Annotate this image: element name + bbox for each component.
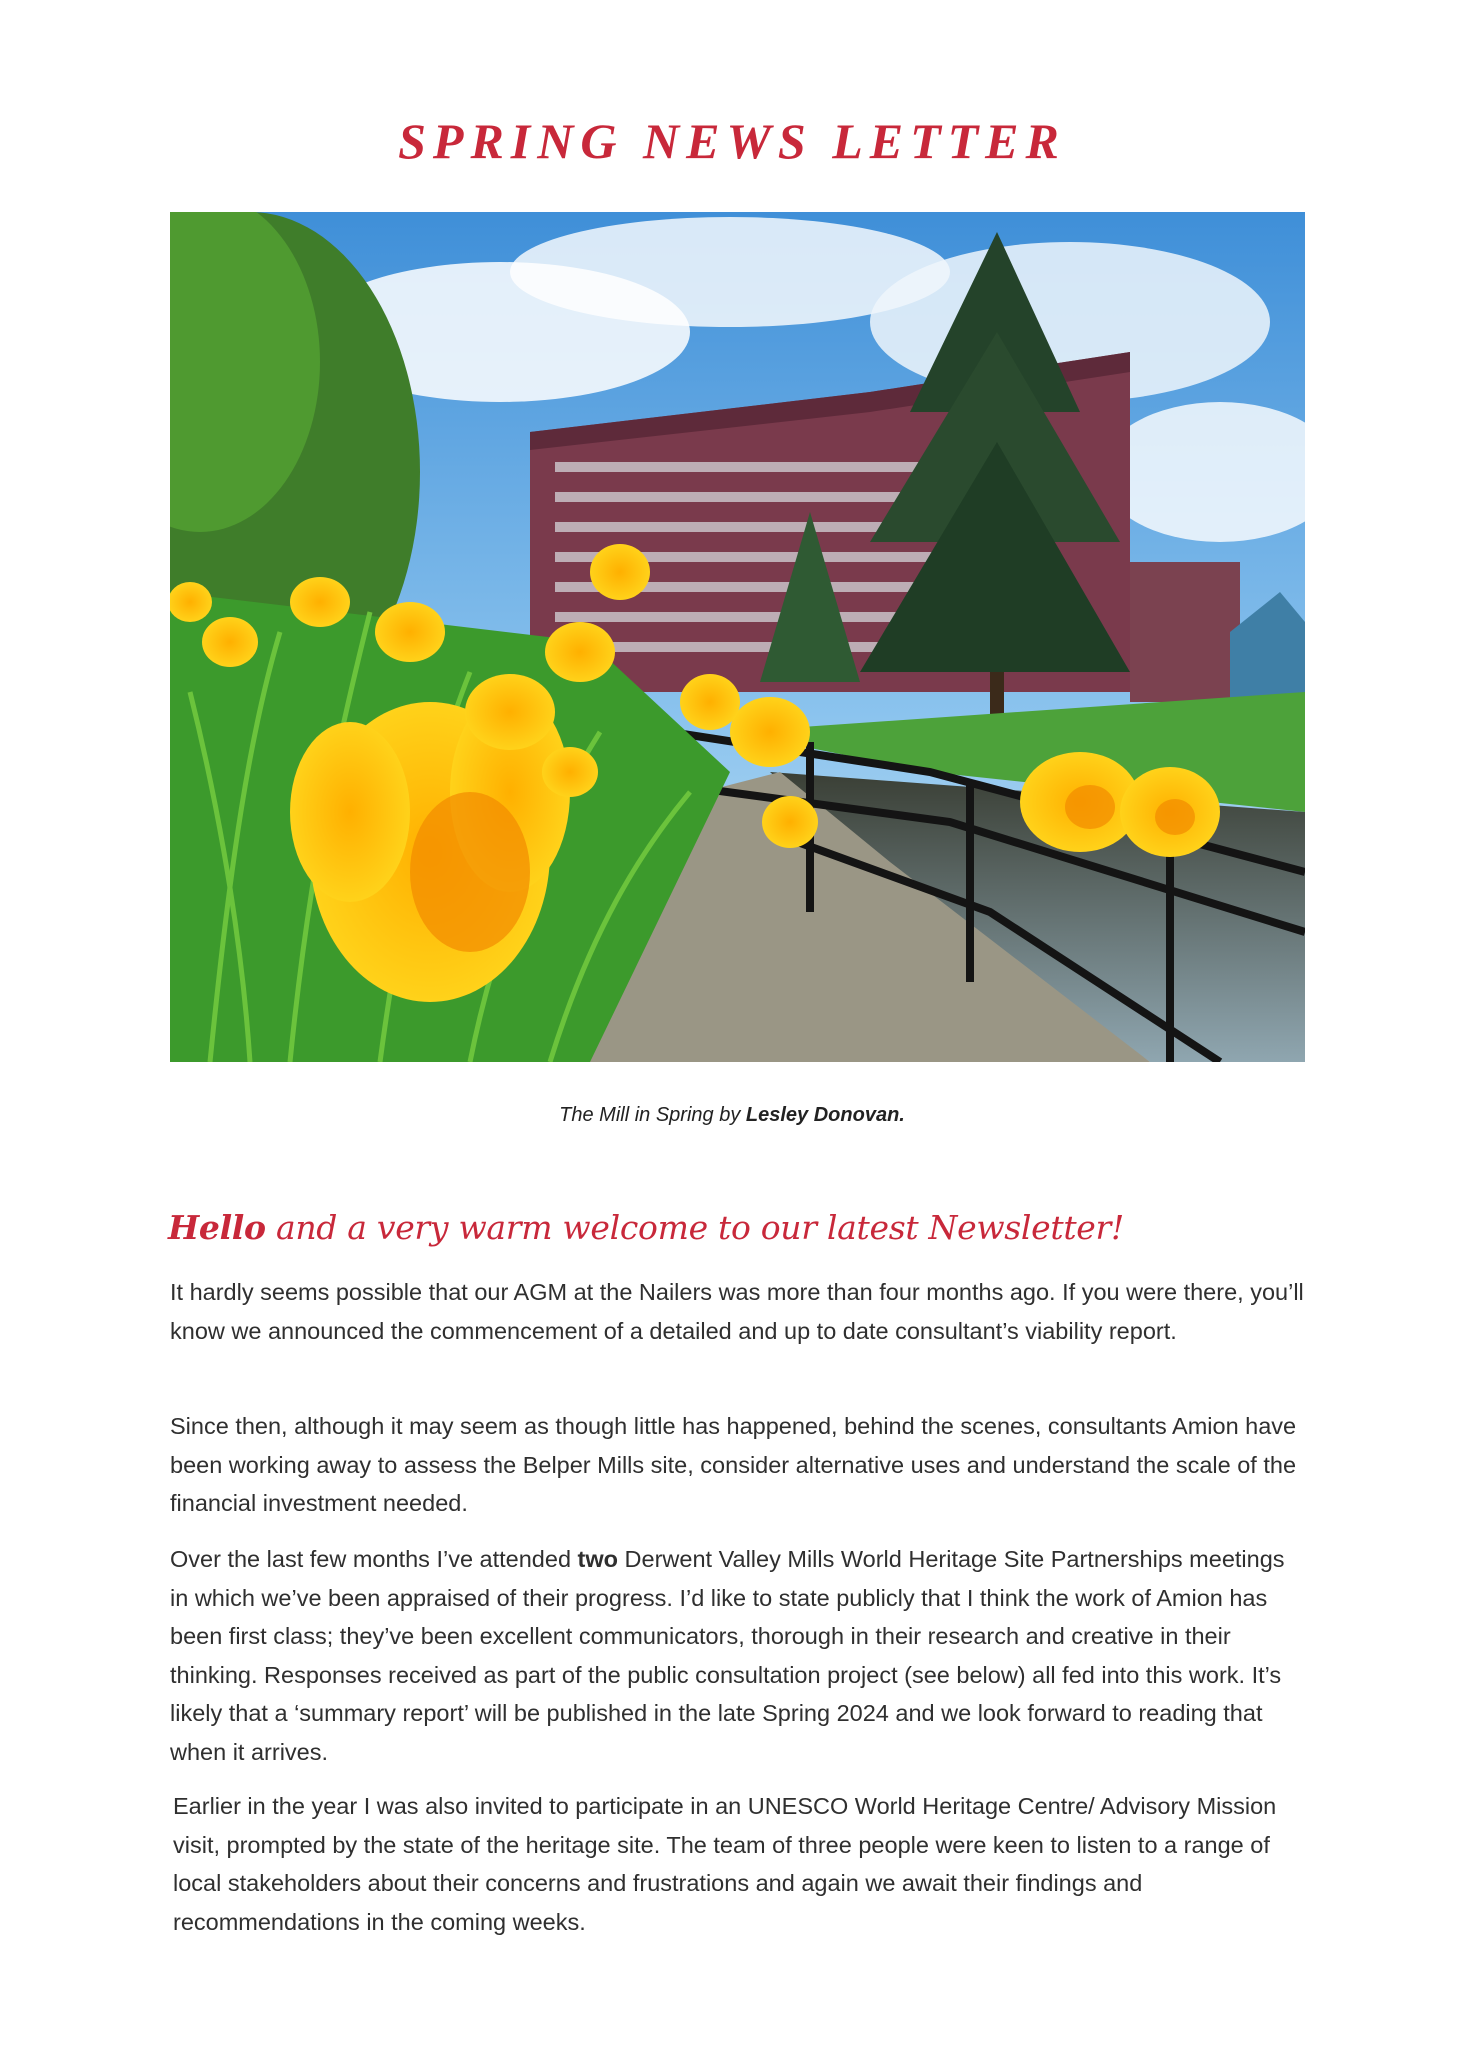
photo-caption bbox=[0, 1104, 1464, 1127]
heading-hello: Hello bbox=[168, 1208, 266, 1247]
mill-spring-image bbox=[170, 212, 1305, 1062]
paragraph-unesco: Earlier in the year I was also invited to participate in an UNESCO World Heritage Centre/ Advisory Mission visit, prompted by the state of the heritage site. The team of three people were keen to listen to a range of local stakeholders about their concerns and frustrations and again we await their findings and recommendations in the coming weeks. bbox=[173, 1793, 1277, 1935]
newsletter-title: SPRING NEWS LETTER bbox=[398, 113, 1066, 169]
caption-text: The Mill in Spring by bbox=[559, 1104, 746, 1126]
paragraph-amion: Since then, although it may seem as though little has happened, behind the scenes, consultants Amion have been working away to assess the Belper Mills site, consider alternative uses and understand the scale of the financial investment needed. bbox=[170, 1413, 1297, 1516]
mill-photo bbox=[170, 212, 1305, 1062]
paragraph-partnership bbox=[170, 1540, 1305, 1771]
paragraph-agm: It hardly seems possible that our AGM at the Nailers was more than four months ago. If you were there, you’ll know we announced the commencement of a detailed and up to date consultant’s viability report. bbox=[170, 1279, 1304, 1344]
p3-bold: two bbox=[577, 1546, 619, 1572]
heading-rest: and a very warm welcome to our latest Newsletter! bbox=[265, 1208, 1124, 1247]
caption-author: Lesley Donovan. bbox=[745, 1104, 905, 1126]
welcome-heading bbox=[168, 1208, 1318, 1247]
p3-before: Over the last few months I’ve attended bbox=[170, 1546, 578, 1572]
p3-after: Derwent Valley Mills World Heritage Site Partnerships meetings in which we’ve been appraised of their progress. I’d like to state publicly that I think the work of Amion has been first class; they’ve been excellent communicators, thorough in their research and creative in their thinking. Responses received as part of the public consultation project (see below) all fed into this work. It’s likely that a ‘summary report’ will be published in the late Spring 2024 and we look forward to reading that when it arrives. bbox=[170, 1546, 1285, 1765]
